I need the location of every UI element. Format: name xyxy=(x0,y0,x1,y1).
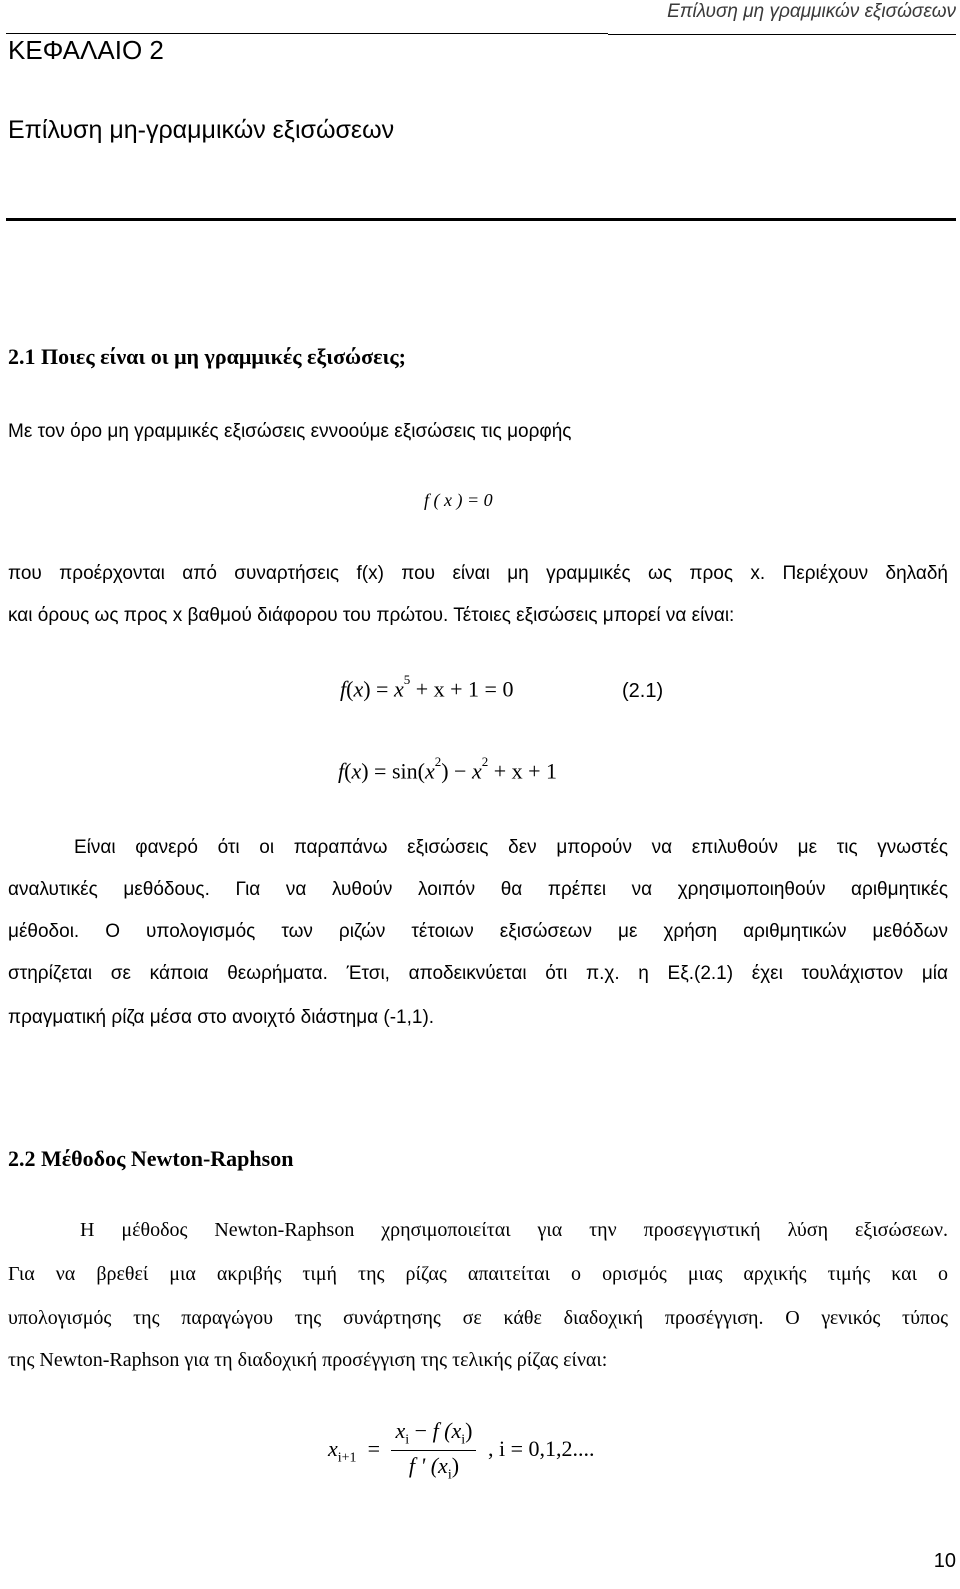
formula-index: , i = 0,1,2.... xyxy=(487,1435,595,1461)
formula-lhs: x xyxy=(328,1435,338,1461)
formula-denominator: f ' $(x_i)$ xyxy=(408,1453,460,1483)
paragraph-line: Για να βρεθεί μια ακριβής τιμή της ρίζας απαιτείται ο ορισμός μιας αρχικής τιμής και ο xyxy=(8,1263,948,1285)
paragraph-line: και όρους ως προς x βαθμού διάφορου του πρώτου. Τέτοιες εξισώσεις μπορεί να είναι: xyxy=(8,605,735,626)
paragraph-line: Η μέθοδος Newton-Raphson χρησιμοποιείται για την προσεγγιστική λύση εξισώσεων. xyxy=(80,1219,948,1241)
eq1-power: 5 xyxy=(403,672,411,687)
general-equation: f ( x ) = 0 xyxy=(424,490,493,510)
equation-2: $f(x) = \sin(x^2) - x^2 + x + 1$ xyxy=(338,754,558,784)
formula-lhs-sub: i+1 xyxy=(337,1450,357,1466)
paragraph-line: αναλυτικές μεθόδους. Για να λυθούν λοιπόν θα πρέπει να χρησιμοποιηθούν αριθμητικές xyxy=(8,879,948,900)
page-number: 10 xyxy=(933,1550,956,1572)
paragraph-line: πραγματική ρίζα μέσα στο ανοιχτό διάστημα (-1,1). xyxy=(8,1007,435,1028)
chapter-title: Επίλυση μη-γραμμικών εξισώσεων xyxy=(8,116,395,144)
eq1-f: f xyxy=(340,676,347,702)
chapter-rule xyxy=(6,218,956,221)
eq1-arg: x xyxy=(353,676,364,702)
equation-2-1: $f(x) = x^5 + x + 1 = 0$ xyxy=(340,672,514,702)
paragraph-line: που προέρχονται από συναρτήσεις f(x) που είναι μη γραμμικές ως προς x. Περιέχουν δηλαδή xyxy=(8,563,948,584)
running-header: Επίλυση μη γραμμικών εξισώσεων xyxy=(608,0,956,35)
eq2-power2: 2 xyxy=(481,754,489,769)
eq1-rest: + x + 1 = 0 xyxy=(415,676,514,702)
section-heading-2-1: 2.1 Ποιες είναι οι μη γραμμικές εξισώσεις; xyxy=(8,344,406,369)
paragraph-line: της Newton-Raphson για τη διαδοχική προσέγγιση της τελικής ρίζας είναι: xyxy=(8,1349,608,1371)
section-heading-2-2: 2.2 Μέθοδος Newton-Raphson xyxy=(8,1146,294,1171)
newton-raphson-formula: $x_{i+1}$ = $\frac{x_i - f (x_i)}{f ' (x_i)}$ , i = 0,1,2.... xyxy=(328,1418,595,1483)
eq2-f: f xyxy=(338,758,345,784)
formula-fraction xyxy=(391,1418,476,1484)
eq2-arg: x xyxy=(351,758,362,784)
eq2-sin: sin xyxy=(391,758,418,784)
paragraph-line: μέθοδοι. Ο υπολογισμός των ριζών τέτοιων εξισώσεων με χρήση αριθμητικών μεθόδων xyxy=(8,921,948,942)
formula-numerator: $x_i - f$ $(x_i)$ xyxy=(391,1418,476,1451)
intro-line: Με τον όρο μη γραμμικές εξισώσεις εννοούμε εξισώσεις τις μορφής xyxy=(8,421,572,442)
chapter-label: ΚΕΦΑΛΑΙΟ 2 xyxy=(8,35,164,65)
paragraph-line: στηρίζεται σε κάποια θεωρήματα. Έτσι, αποδεικνύεται ότι π.χ. η Εξ.(2.1) έχει τουλάχιστον μία xyxy=(8,963,948,984)
eq2-power1: 2 xyxy=(434,754,442,769)
paragraph-line: υπολογισμός της παραγώγου της συνάρτησης σε κάθε διαδοχική προσέγγιση. Ο γενικός τύπος xyxy=(8,1307,948,1329)
equation-label-2-1: (2.1) xyxy=(622,680,664,702)
eq2-rest: + x + 1 xyxy=(493,758,558,784)
paragraph-line: Είναι φανερό ότι οι παραπάνω εξισώσεις δεν μπορούν να επιλυθούν με τις γνωστές xyxy=(74,837,948,858)
